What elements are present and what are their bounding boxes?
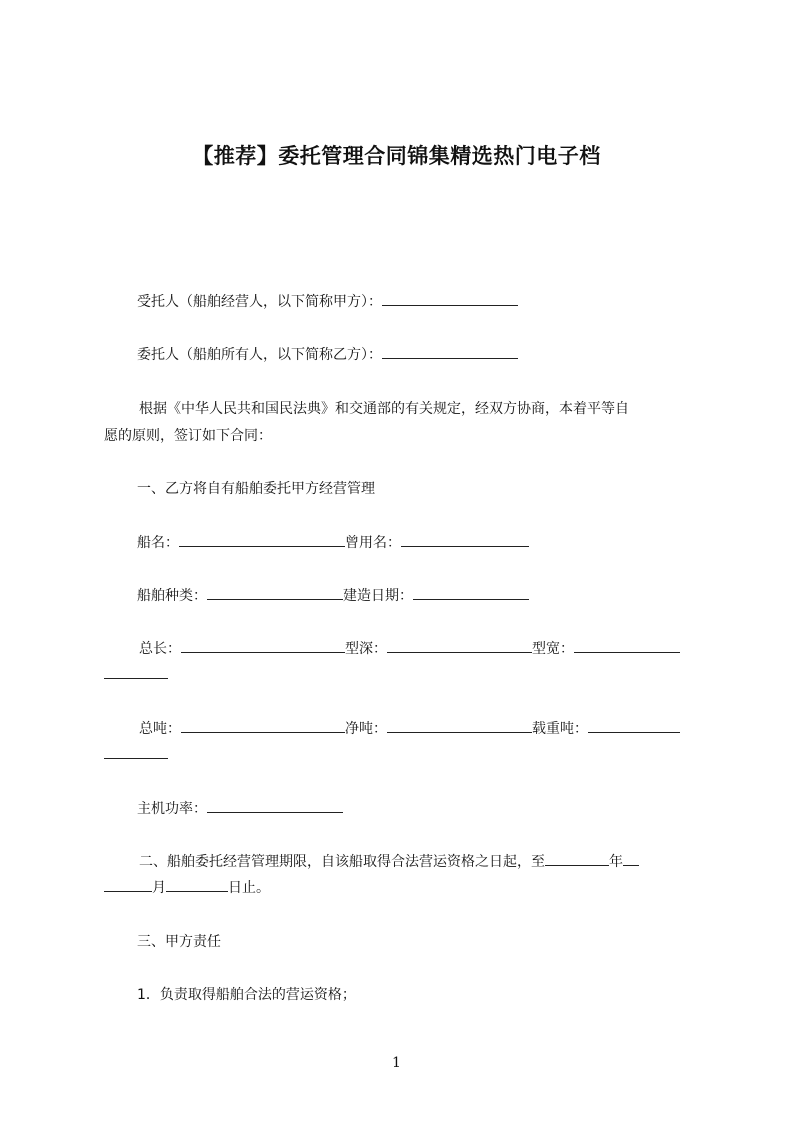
preamble-line-1: 根据《中华人民共和国民法典》和交通部的有关规定，经双方协商，本着平等自 bbox=[139, 401, 629, 417]
length-label: 总长： bbox=[139, 641, 181, 657]
tonnage-line bbox=[139, 718, 680, 740]
dimensions-continuation bbox=[104, 664, 168, 686]
gross-tonnage-blank bbox=[181, 718, 345, 733]
breadth-blank-continued bbox=[104, 664, 168, 679]
ship-type-line bbox=[137, 585, 529, 607]
entrustor-label: 委托人（船舶所有人，以下简称乙方）： bbox=[137, 347, 382, 363]
month-label: 月 bbox=[152, 880, 166, 896]
gross-tonnage-label: 总吨： bbox=[139, 721, 181, 737]
section3-item-1: 1．负责取得船舶合法的营运资格； bbox=[137, 987, 356, 1003]
trustee-line bbox=[137, 291, 518, 313]
depth-label: 型深： bbox=[345, 641, 387, 657]
preamble-line-2: 愿的原则，签订如下合同： bbox=[104, 428, 272, 444]
engine-power-line bbox=[137, 798, 343, 820]
day-label: 日止。 bbox=[228, 880, 270, 896]
deadweight-blank bbox=[588, 718, 680, 733]
ship-name-line bbox=[137, 532, 529, 554]
year-label: 年 bbox=[609, 854, 623, 870]
deadweight-blank-continued bbox=[104, 744, 168, 759]
section1-heading: 一、乙方将自有船舶委托甲方经营管理 bbox=[137, 481, 375, 497]
ship-name-blank bbox=[179, 532, 345, 547]
trustee-blank bbox=[382, 291, 518, 306]
entrustor-blank bbox=[382, 344, 518, 359]
build-date-blank bbox=[413, 585, 529, 600]
ship-name-label: 船名： bbox=[137, 535, 179, 551]
end-month-blank-start bbox=[623, 851, 639, 866]
section2-line-2 bbox=[104, 877, 270, 899]
dimensions-line bbox=[139, 638, 680, 660]
net-tonnage-blank bbox=[387, 718, 532, 733]
breadth-blank bbox=[574, 638, 680, 653]
section3-heading: 三、甲方责任 bbox=[137, 934, 221, 950]
end-year-blank bbox=[545, 851, 609, 866]
former-name-label: 曾用名： bbox=[345, 535, 401, 551]
tonnage-continuation bbox=[104, 744, 168, 766]
end-day-blank bbox=[166, 877, 228, 892]
length-blank bbox=[181, 638, 345, 653]
section2-text: 二、船舶委托经营管理期限，自该船取得合法营运资格之日起，至 bbox=[139, 854, 545, 870]
end-month-blank bbox=[104, 877, 152, 892]
entrustor-line bbox=[137, 344, 518, 366]
deadweight-label: 载重吨： bbox=[532, 721, 588, 737]
ship-type-label: 船舶种类： bbox=[137, 588, 207, 604]
net-tonnage-label: 净吨： bbox=[345, 721, 387, 737]
page-number: 1 bbox=[392, 1055, 401, 1071]
build-date-label: 建造日期： bbox=[343, 588, 413, 604]
depth-blank bbox=[387, 638, 532, 653]
engine-power-blank bbox=[207, 798, 343, 813]
engine-power-label: 主机功率： bbox=[137, 801, 207, 817]
section2-line-1 bbox=[139, 851, 639, 873]
breadth-label: 型宽： bbox=[532, 641, 574, 657]
ship-type-blank bbox=[207, 585, 343, 600]
document-title: 【推荐】委托管理合同锦集精选热门电子档 bbox=[192, 144, 601, 168]
former-name-blank bbox=[401, 532, 529, 547]
trustee-label: 受托人（船舶经营人，以下简称甲方）： bbox=[137, 294, 382, 310]
